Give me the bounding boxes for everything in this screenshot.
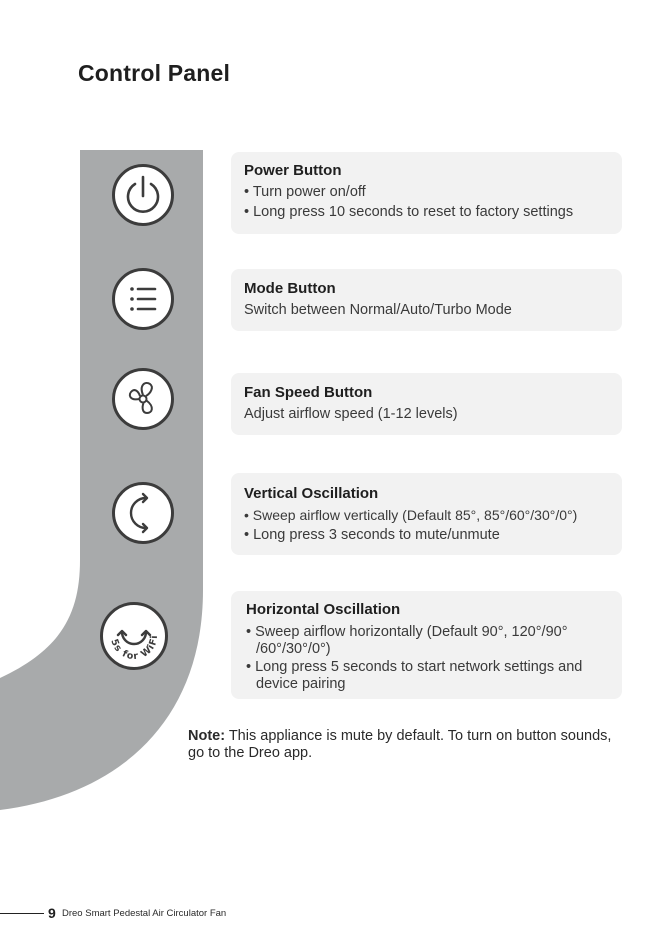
fan-icon xyxy=(112,368,174,430)
card-line: • Long press 5 seconds to start network settings and device pairing xyxy=(246,659,583,692)
horizontal-oscillation-card xyxy=(231,591,622,699)
power-icon xyxy=(112,164,174,226)
card-line: • Long press 10 seconds to reset to factory settings xyxy=(244,204,574,220)
card-line: • Sweep airflow horizontally (Default 90°, 120°/90° /60°/30°/0°) xyxy=(246,624,568,657)
card-line: Adjust airflow speed (1-12 levels) xyxy=(244,406,458,422)
page-number: 9 xyxy=(48,905,56,921)
fan-speed-button-card xyxy=(231,373,622,435)
card-heading: Fan Speed Button xyxy=(244,384,373,401)
card-line: Switch between Normal/Auto/Turbo Mode xyxy=(244,302,512,318)
wifi-hold-label: 5s for WiFi xyxy=(108,634,161,663)
mode-button-card xyxy=(231,269,622,331)
note-text xyxy=(188,728,628,762)
card-heading: Vertical Oscillation xyxy=(244,485,379,502)
card-line: • Sweep airflow vertically (Default 85°, 85°/60°/30°/0°) xyxy=(244,507,578,523)
menu-lines-icon xyxy=(112,268,174,330)
horizontal-oscillation-icon xyxy=(100,602,168,670)
note-body: This appliance is mute by default. To turn on button sounds, go to the Dreo app. xyxy=(188,728,612,761)
page-title: Control Panel xyxy=(78,60,231,86)
card-heading: Mode Button xyxy=(244,280,336,297)
vertical-oscillation-card xyxy=(231,473,622,555)
vertical-oscillation-icon xyxy=(112,482,174,544)
card-line: • Turn power on/off xyxy=(244,184,366,200)
card-heading: Power Button xyxy=(244,162,342,179)
footer-rule xyxy=(0,913,44,914)
note-label: Note: xyxy=(188,728,226,744)
power-button-card xyxy=(231,152,622,234)
footer-product-name: Dreo Smart Pedestal Air Circulator Fan xyxy=(62,908,227,919)
card-line: • Long press 3 seconds to mute/unmute xyxy=(244,527,500,543)
svg-text:5s for WiFi xyxy=(108,634,160,662)
card-heading: Horizontal Oscillation xyxy=(246,601,401,618)
